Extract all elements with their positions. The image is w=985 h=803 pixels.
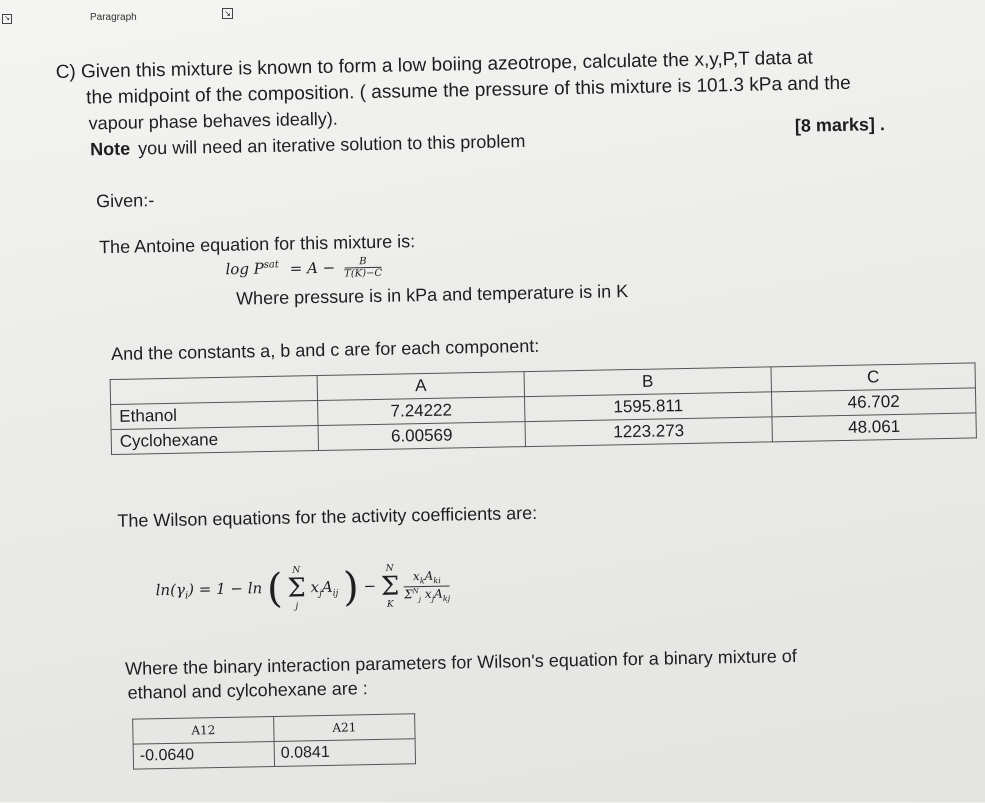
frac-num: $x_kA_{ki}$	[404, 569, 450, 587]
question-line-3: vapour phase behaves ideally).	[88, 108, 339, 134]
antoine-equation	[225, 256, 382, 282]
note-text: you will need an iterative solution to this problem	[137, 131, 526, 159]
frac-den-sub: kj	[442, 593, 451, 603]
frac-den-x: x	[424, 586, 432, 601]
note-line	[90, 131, 526, 160]
table-cell: 0.0841	[274, 739, 415, 767]
sum-1-top: N	[292, 565, 301, 576]
paren-open: (	[266, 565, 284, 613]
units-line: Where pressure is in kPa and temperature is in K	[235, 281, 629, 309]
table-header-cell: A	[317, 372, 524, 401]
antoine-intro: The Antoine equation for this mixture is:	[98, 231, 416, 258]
table-cell: 46.702	[771, 388, 975, 417]
eq-sat: sat	[263, 259, 279, 271]
table-cell: 48.061	[772, 413, 976, 442]
eq-log-p: log P	[225, 259, 264, 279]
note-label: Note	[90, 138, 131, 160]
eq-denominator: T(K)−C	[344, 267, 383, 280]
constants-intro: And the constants a, b and c are for each component:	[110, 335, 540, 365]
table-row	[133, 739, 415, 769]
eq-fraction	[344, 256, 382, 280]
eq-sub-i: i	[184, 590, 189, 602]
binary-line-2: ethanol and cylcohexane are :	[127, 678, 368, 703]
table-cell: 6.00569	[318, 422, 525, 451]
frac-den-a: A	[433, 586, 443, 601]
eq-ln-gamma: ln(γ	[155, 580, 186, 600]
table-cell: 1223.273	[525, 417, 772, 447]
table-cell: Cyclohexane	[111, 426, 318, 455]
question-line-1: C) Given this mixture is known to form a low boiing azeotrope, calculate the x,y,P,T data at	[55, 47, 813, 84]
table-header-cell: A12	[133, 716, 274, 744]
paren-close: )	[342, 564, 360, 611]
frac-num-a: A	[424, 568, 434, 584]
binary-line-1: Where the binary interaction parameters for Wilson's equation for a binary mixture of	[124, 645, 797, 679]
sum-2-bottom: K	[386, 599, 394, 610]
table-header-cell: A21	[274, 714, 415, 742]
paragraph-launcher-icon[interactable]: ↘	[222, 8, 233, 19]
frac-num-sub: ki	[433, 576, 441, 586]
table-header-cell: C	[771, 363, 975, 392]
sum-sub-ij: ij	[332, 588, 339, 599]
given-heading: Given:-	[95, 190, 155, 212]
question-line-2: the midpoint of the composition. ( assume the pressure of this mixture is 101.3 kPa and the	[86, 72, 851, 109]
sum-x: x	[310, 578, 320, 597]
sum-2: N Σ K	[380, 563, 400, 610]
wilson-intro: The Wilson equations for the activity coefficients are:	[117, 502, 538, 531]
table-cell: 1595.811	[525, 392, 772, 422]
sum-1-bottom: j	[295, 601, 299, 612]
wilson-equation: $\ln(\gamma_i) = 1 - \ln$ ( N Σ j $x_jA_{ij}$ ) − N Σ K $x_kA_{ki}$ $\Sigma^N_j$ $x_jA_{kj}$	[155, 563, 451, 613]
frac-den: $\Sigma^N_j$ $x_jA_{kj}$	[404, 586, 451, 604]
eq-equals-a: = A −	[289, 258, 336, 278]
eq-numerator: B	[344, 256, 382, 269]
marks-label: [8 marks] .	[794, 114, 886, 136]
paragraph-group-label: Paragraph	[90, 12, 137, 23]
antoine-constants-table	[110, 362, 977, 455]
dialog-launcher-icon[interactable]: ↘	[2, 14, 12, 24]
sum-2-top: N	[385, 563, 394, 574]
table-cell: -0.0640	[133, 741, 274, 769]
wilson-fraction	[404, 569, 451, 604]
frac-num-x: x	[412, 569, 420, 584]
table-header-cell: B	[524, 367, 771, 397]
sum-1: N Σ j	[287, 565, 307, 612]
table-cell: Ethanol	[111, 401, 318, 430]
frac-den-sigma: Σ	[404, 586, 413, 601]
binary-parameters-table	[132, 713, 416, 769]
sum-a: A	[321, 577, 333, 597]
eq-one-minus-ln: ) = 1 − ln	[187, 579, 263, 599]
table-cell: 7.24222	[318, 397, 525, 426]
